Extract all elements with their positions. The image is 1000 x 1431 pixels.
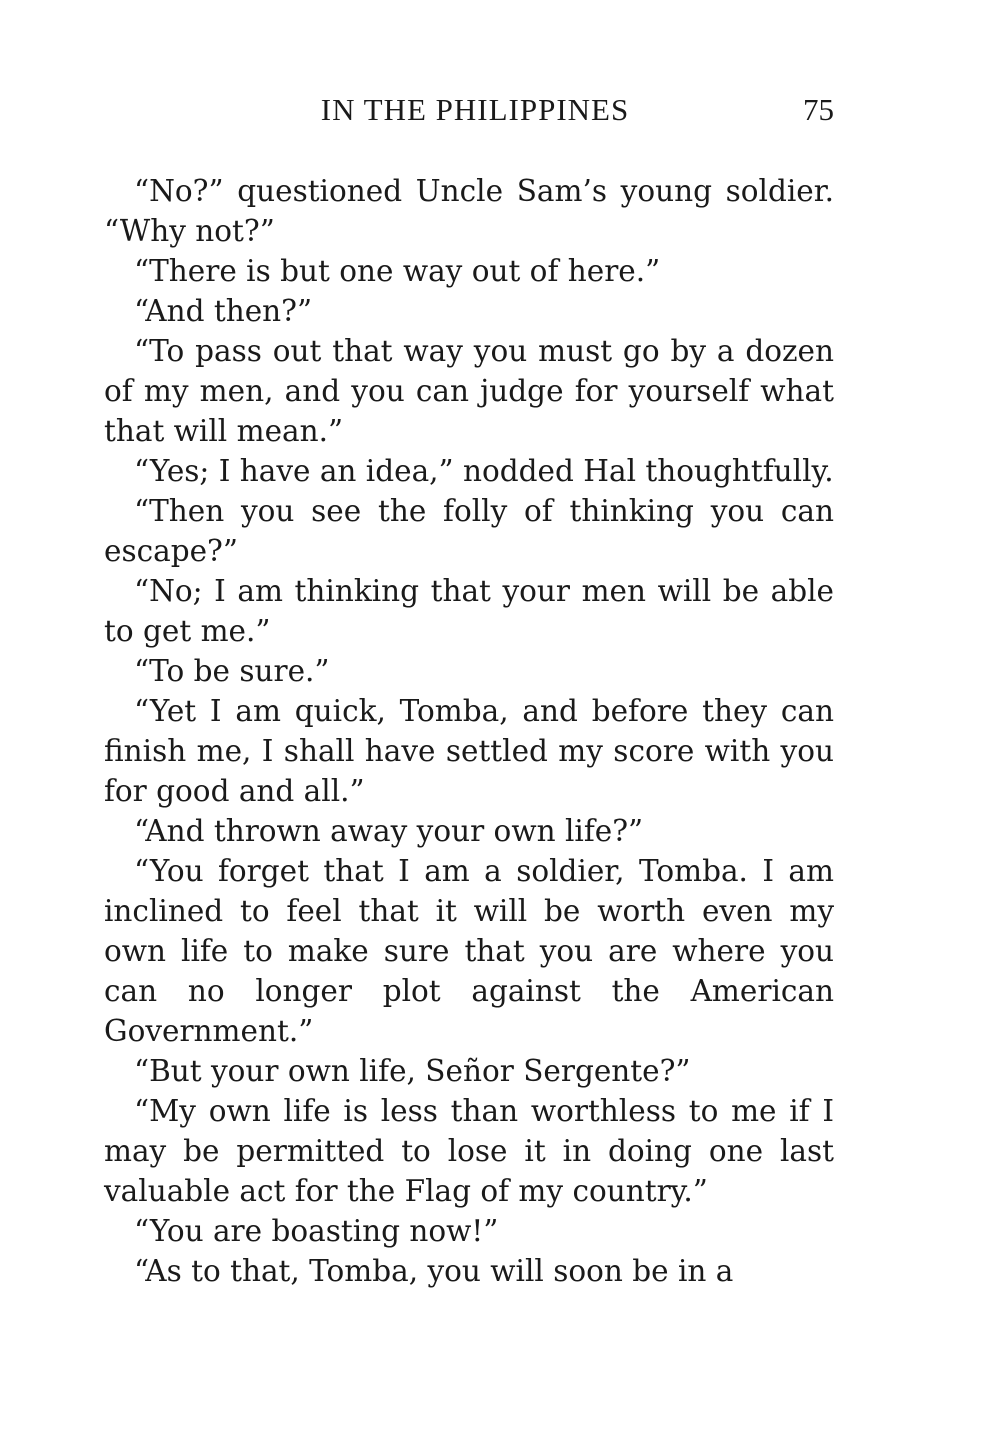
running-title: IN THE PHILIPPINES [320,92,630,127]
paragraph: “You are boasting now!” [134,1214,499,1248]
paragraph: “To pass out that way you must go by a dozen of my men, and you can judge for yourself what that will mean.” [104,334,834,448]
paragraph: “No; I am thinking that your men will be able to get me.” [104,574,834,648]
page-header [104,88,834,132]
body-text [104,171,834,1291]
paragraph: “To be sure.” [134,654,330,688]
paragraph: “There is but one way out of here.” [134,254,661,288]
paragraph: “And thrown away your own life?” [134,814,644,848]
paragraph: “Yes; I have an idea,” nodded Hal thoughtfully. [134,454,834,488]
paragraph: “No?” questioned Uncle Sam’s young soldier. “Why not?” [104,174,834,248]
paragraph: “As to that, Tomba, you will soon be in a [134,1254,734,1288]
paragraph: “And then?” [134,294,313,328]
paragraph: “Yet I am quick, Tomba, and before they can finish me, I shall have settled my score with you for good and all.” [104,694,834,808]
paragraph: “My own life is less than worthless to me if I may be permitted to lose it in doing one last valuable act for the Flag of my country.” [104,1094,834,1208]
page-number: 75 [803,92,834,127]
paragraph: “But your own life, Señor Sergente?” [134,1054,691,1088]
paragraph: “You forget that I am a soldier, Tomba. I am inclined to feel that it will be worth even my own life to make sure that you are where you can no longer plot against the American Government.” [104,854,834,1048]
paragraph: “Then you see the folly of thinking you can escape?” [104,494,834,568]
